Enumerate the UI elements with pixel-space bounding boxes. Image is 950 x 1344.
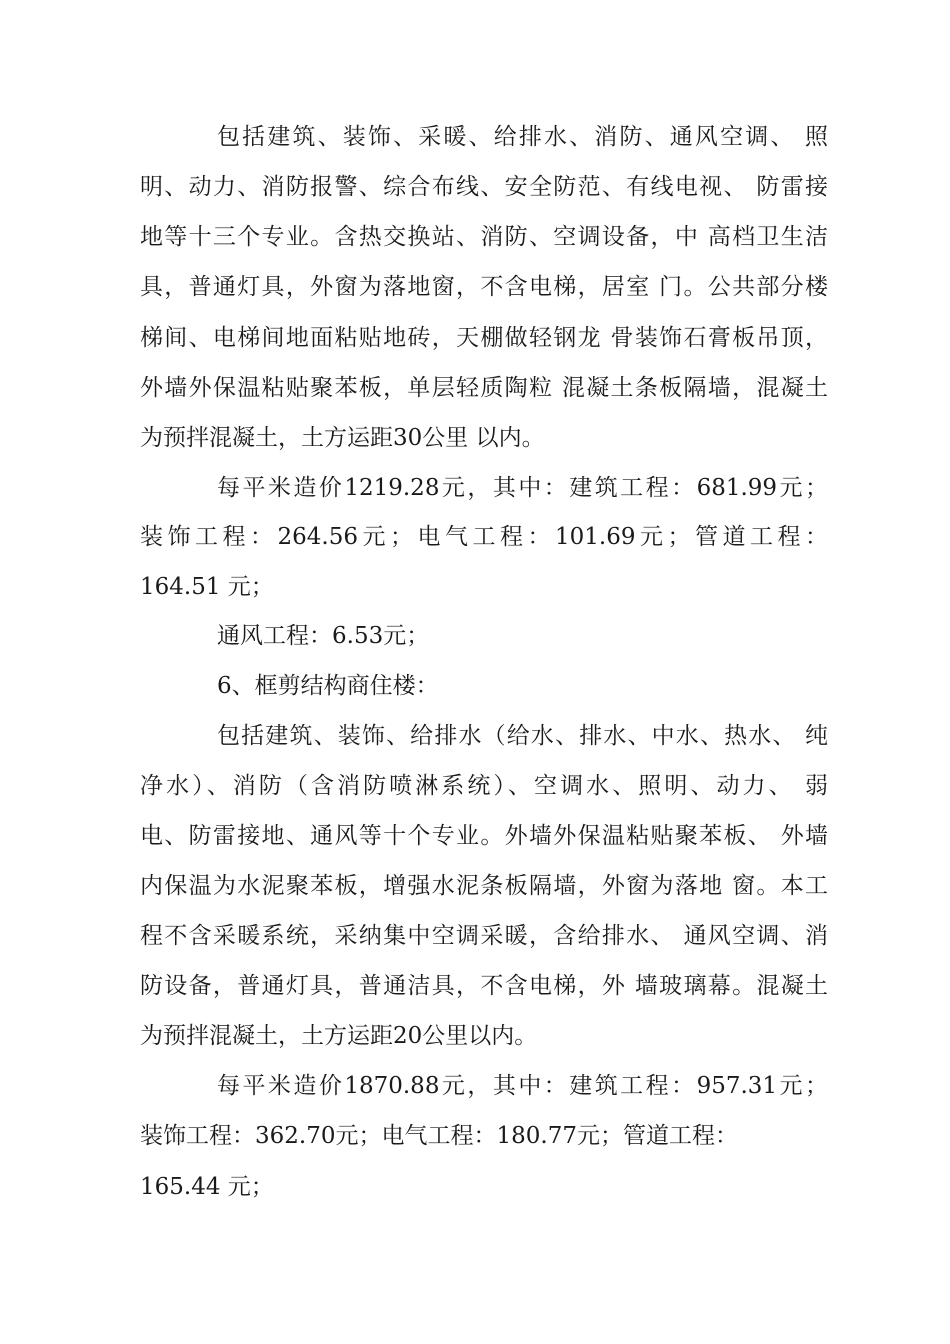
text-line: 电、防雷接地、通风等十个专业。外墙外保温粘贴聚苯板、 外墙 (140, 823, 828, 849)
text-line: 内保温为水泥聚苯板，增强水泥条板隔墙，外窗为落地 窗。本工 (140, 873, 828, 899)
text-line: 净水）、消防（含消防喷淋系统）、空调水、照明、动力、 弱 (140, 773, 828, 799)
text-line: 为预拌混凝土，土方运距20公里以内。 (140, 1023, 538, 1049)
text-line: 具，普通灯具，外窗为落地窗，不含电梯，居室 门。公共部分楼 (140, 274, 828, 300)
text-line: 为预拌混凝土，土方运距30公里 以内。 (140, 425, 545, 451)
text-line: 外墙外保温粘贴聚苯板，单层轻质陶粒 混凝土条板隔墙，混凝土 (140, 375, 828, 401)
text-line: 明、动力、消防报警、综合布线、安全防范、有线电视、 防雷接 (140, 174, 828, 200)
text-line: 程不含采暖系统，采纳集中空调采暖，含给排水、 通风空调、消 (140, 923, 828, 949)
text-line: 防设备，普通灯具，普通洁具，不含电梯，外 墙玻璃幕。混凝土 (140, 973, 828, 999)
section-heading: 6、框剪结构商住楼： (217, 673, 439, 699)
text-line: 每平米造价1219.28元，其中：建筑工程：681.99元； (217, 475, 828, 501)
text-line: 每平米造价1870.88元，其中：建筑工程：957.31元； (217, 1073, 828, 1099)
text-line: 装饰工程：264.56元；电气工程：101.69元；管道工程： (140, 524, 828, 550)
text-line: 包括建筑、装饰、采暖、给排水、消防、通风空调、 照 (217, 124, 828, 150)
text-line: 165.44 元； (140, 1174, 274, 1200)
text-line: 装饰工程：362.70元；电气工程：180.77元；管道工程： (140, 1123, 738, 1149)
text-line: 164.51 元； (140, 574, 274, 600)
text-line: 地等十三个专业。含热交换站、消防、空调设备，中 高档卫生洁 (140, 224, 828, 250)
text-line: 梯间、电梯间地面粘贴地砖，天棚做轻钢龙 骨装饰石膏板吊顶， (140, 325, 828, 351)
text-line: 包括建筑、装饰、给排水（给水、排水、中水、热水、 纯 (217, 723, 828, 749)
text-line: 通风工程：6.53元； (217, 623, 430, 649)
